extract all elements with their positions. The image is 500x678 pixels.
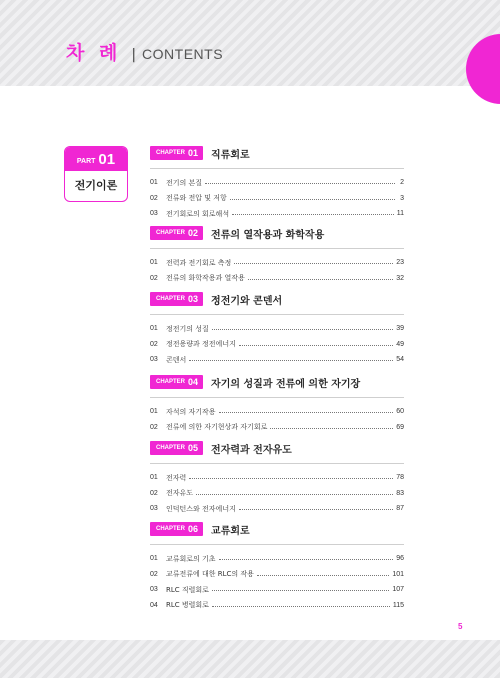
- leader-dots: [196, 494, 393, 495]
- chapter-badge: [150, 441, 203, 455]
- page-title: [66, 38, 223, 65]
- entry-page: 107: [392, 586, 404, 594]
- footer-band: [0, 640, 500, 678]
- entry-number: 03: [150, 356, 158, 364]
- chapter-number: 06: [188, 524, 199, 534]
- entry-title: 전자력: [166, 473, 187, 482]
- toc-entry[interactable]: [150, 175, 404, 191]
- chapter-label: CHAPTER: [156, 230, 186, 236]
- leader-dots: [189, 478, 393, 479]
- leader-dots: [257, 575, 389, 576]
- entry-number: 01: [150, 179, 158, 187]
- leader-dots: [189, 360, 393, 361]
- leader-dots: [234, 263, 393, 264]
- toc-entry[interactable]: [150, 255, 404, 271]
- entry-title: 교류전류에 대한 RLC의 작용: [166, 570, 254, 579]
- chapter-heading: [150, 291, 404, 307]
- toc-entry[interactable]: [150, 486, 404, 502]
- title-english: CONTENTS: [142, 46, 224, 62]
- leader-dots: [232, 214, 394, 215]
- chapter-title: 전자력과 전자유도: [211, 444, 292, 456]
- entry-number: 04: [150, 601, 158, 609]
- chapter-01: [150, 145, 404, 222]
- chapter-heading: [150, 225, 404, 241]
- chapter-divider: [150, 544, 404, 545]
- part-box: [64, 146, 128, 202]
- entry-title: 전력과 전기회로 측정: [166, 258, 232, 267]
- entry-title: 전자유도: [166, 489, 194, 498]
- entry-page: 78: [396, 474, 404, 482]
- entry-title: 자석의 자기작용: [166, 407, 216, 416]
- entry-number: 01: [150, 325, 158, 333]
- chapter-heading: [150, 521, 404, 537]
- entry-title: 전류와 전압 및 저항: [166, 194, 227, 203]
- leader-dots: [219, 412, 394, 413]
- entry-number: 02: [150, 423, 158, 431]
- chapter-03: [150, 291, 404, 368]
- entry-title: 정전용량과 정전에너지: [166, 340, 236, 349]
- entry-page: 49: [396, 340, 404, 348]
- leader-dots: [270, 428, 393, 429]
- part-title: 전기이론: [74, 179, 118, 192]
- entry-number: 03: [150, 505, 158, 513]
- chapter-02: [150, 225, 404, 286]
- chapter-number: 01: [188, 148, 199, 158]
- entry-title: 전기의 본질: [166, 178, 203, 187]
- chapter-heading: [150, 145, 404, 161]
- chapter-05: [150, 440, 404, 517]
- entry-page: 54: [396, 356, 404, 364]
- entry-page: 87: [396, 505, 404, 513]
- entry-page: 11: [396, 210, 404, 218]
- chapter-title: 자기의 성질과 전류에 의한 자기장: [211, 378, 361, 390]
- chapter-badge: [150, 375, 203, 389]
- leader-dots: [248, 279, 393, 280]
- leader-dots: [239, 345, 393, 346]
- entry-page: 101: [392, 570, 404, 578]
- entry-title: 전류에 의한 자기현상과 자기회로: [166, 423, 268, 432]
- entry-page: 60: [396, 408, 404, 416]
- toc-entry[interactable]: [150, 598, 404, 614]
- entry-title: 콘덴서: [166, 355, 187, 364]
- entry-number: 02: [150, 194, 158, 202]
- entry-number: 01: [150, 555, 158, 563]
- entry-page: 39: [396, 325, 404, 333]
- leader-dots: [239, 509, 393, 510]
- leader-dots: [212, 329, 393, 330]
- entry-number: 03: [150, 586, 158, 594]
- chapter-title: 정전기와 콘덴서: [211, 295, 283, 307]
- entry-title: 전류의 화학작용과 열작용: [166, 274, 245, 283]
- chapter-divider: [150, 314, 404, 315]
- chapter-number: 04: [188, 377, 199, 387]
- chapter-title: 교류회로: [211, 525, 250, 537]
- entry-page: 3: [400, 194, 404, 202]
- part-number: 01: [98, 150, 116, 168]
- entry-page: 32: [396, 274, 404, 282]
- entry-number: 03: [150, 210, 158, 218]
- entry-number: 01: [150, 259, 158, 267]
- toc-entry[interactable]: [150, 206, 404, 222]
- page-number: 5: [458, 622, 463, 631]
- chapter-heading: [150, 374, 404, 390]
- entry-number: 01: [150, 408, 158, 416]
- entry-number: 01: [150, 474, 158, 482]
- entry-number: 02: [150, 570, 158, 578]
- entry-title: 교류회로의 기초: [166, 554, 216, 563]
- chapter-divider: [150, 168, 404, 169]
- chapter-label: CHAPTER: [156, 526, 186, 532]
- entry-number: 02: [150, 340, 158, 348]
- entry-title: 인덕턴스와 전자에너지: [166, 504, 236, 513]
- entry-title: 정전기의 성질: [166, 324, 209, 333]
- leader-dots: [212, 590, 389, 591]
- chapter-04: [150, 374, 404, 435]
- entry-number: 02: [150, 489, 158, 497]
- toc-entry[interactable]: [150, 567, 404, 583]
- title-korean: 차 례: [66, 42, 122, 64]
- chapter-number: 03: [188, 294, 199, 304]
- entry-page: 115: [392, 601, 404, 609]
- toc-entry[interactable]: [150, 551, 404, 567]
- entry-title: 전기회로의 회로해석: [166, 209, 230, 218]
- entry-page: 96: [396, 555, 404, 563]
- chapter-badge: [150, 146, 203, 160]
- leader-dots: [219, 559, 394, 560]
- chapter-number: 02: [188, 228, 199, 238]
- chapter-06: [150, 521, 404, 613]
- entry-page: 69: [396, 423, 404, 431]
- entry-page: 23: [396, 259, 404, 267]
- entry-title: RLC 병렬회로: [166, 601, 209, 610]
- toc-entry[interactable]: [150, 337, 404, 353]
- chapter-divider: [150, 397, 404, 398]
- toc-entry[interactable]: [150, 352, 404, 368]
- chapter-badge: [150, 226, 203, 240]
- chapter-title: 직류회로: [211, 149, 250, 161]
- toc-entry[interactable]: [150, 191, 404, 207]
- chapter-label: CHAPTER: [156, 296, 186, 302]
- chapter-number: 05: [188, 443, 199, 453]
- toc-entry[interactable]: [150, 321, 404, 337]
- leader-dots: [230, 199, 395, 200]
- toc-entry[interactable]: [150, 271, 404, 287]
- entry-page: 2: [400, 179, 404, 187]
- chapter-badge: [150, 522, 203, 536]
- toc-entry[interactable]: [150, 470, 404, 486]
- entry-number: 02: [150, 274, 158, 282]
- entry-page: 83: [396, 489, 404, 497]
- chapter-label: CHAPTER: [156, 379, 186, 385]
- part-header: [65, 147, 127, 171]
- toc-entry[interactable]: [150, 582, 404, 598]
- toc-entry[interactable]: [150, 420, 404, 436]
- part-label: PART: [76, 157, 96, 165]
- chapter-badge: [150, 292, 203, 306]
- chapter-label: CHAPTER: [156, 150, 186, 156]
- title-separator: |: [131, 47, 137, 63]
- chapter-heading: [150, 440, 404, 456]
- toc-entry[interactable]: [150, 501, 404, 517]
- chapter-divider: [150, 248, 404, 249]
- chapter-title: 전류의 열작용과 화학작용: [211, 229, 325, 241]
- entry-title: RLC 직렬회로: [166, 585, 209, 594]
- chapter-label: CHAPTER: [156, 445, 186, 451]
- leader-dots: [212, 606, 390, 607]
- leader-dots: [205, 183, 395, 184]
- toc-entry[interactable]: [150, 404, 404, 420]
- chapter-divider: [150, 463, 404, 464]
